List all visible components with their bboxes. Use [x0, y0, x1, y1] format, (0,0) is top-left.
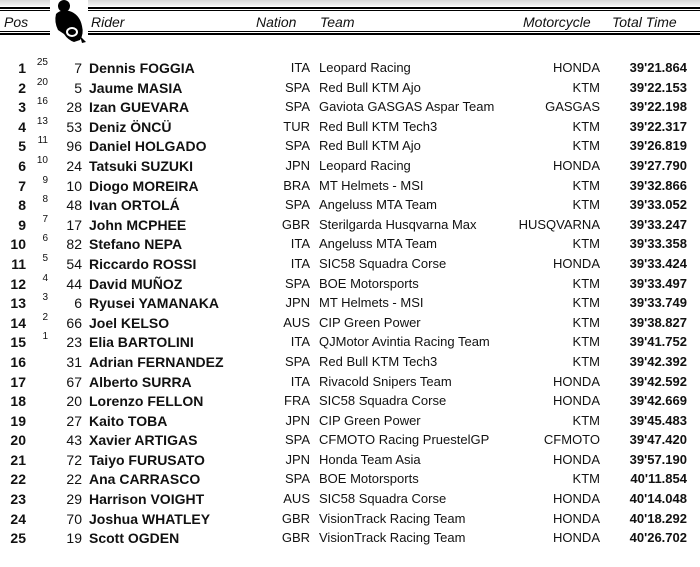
rider-name: Harrison VOIGHT	[89, 491, 205, 508]
points: 11	[37, 135, 48, 147]
total-time: 39'42.592	[629, 373, 687, 389]
rider-name: Dennis FOGGIA	[89, 60, 195, 76]
team: MT Helmets - MSI	[319, 295, 424, 311]
position: 13	[10, 295, 26, 312]
motorcycle: HUSQVARNA	[518, 216, 600, 232]
rider-number: 66	[66, 314, 82, 331]
nation: JPN	[285, 295, 310, 311]
table-row	[0, 509, 700, 529]
table-row	[0, 450, 700, 470]
table-row	[0, 215, 700, 235]
points: 5	[42, 252, 48, 264]
rider-number: 20	[66, 393, 82, 410]
total-time: 39'57.190	[629, 451, 687, 467]
motorcycle: GASGAS	[545, 99, 600, 115]
rider-name: Joshua WHATLEY	[89, 510, 211, 527]
table-row	[0, 411, 700, 431]
total-time: 39'33.424	[629, 255, 687, 271]
rider-name: Riccardo ROSSI	[89, 255, 197, 272]
rider-name: Scott OGDEN	[89, 530, 180, 547]
rider-name: Izan GUEVARA	[89, 99, 190, 116]
total-time: 39'33.497	[629, 275, 687, 291]
rider-number: 54	[66, 255, 82, 272]
total-time: 40'18.292	[629, 510, 687, 526]
rider-number: 72	[66, 451, 82, 468]
team: Angeluss MTA Team	[319, 197, 438, 213]
nation: ITA	[290, 255, 310, 271]
rider-number: 17	[66, 216, 82, 233]
table-row	[0, 136, 700, 156]
rider-number: 70	[66, 510, 82, 527]
nation: GBR	[281, 510, 310, 526]
position: 15	[10, 334, 26, 351]
table-row	[0, 313, 700, 333]
motorcycle: CFMOTO	[543, 432, 600, 448]
motorcycle: KTM	[572, 275, 600, 291]
rider-number: 22	[66, 471, 82, 488]
team: Honda Team Asia	[319, 451, 421, 467]
points: 25	[36, 57, 48, 68]
motorcycle: HONDA	[553, 373, 600, 389]
points: 6	[42, 233, 48, 245]
table-row	[0, 274, 700, 294]
rider-name: John MCPHEE	[89, 216, 187, 233]
motorcycle: KTM	[572, 353, 600, 369]
nation: SPA	[284, 99, 310, 115]
team: Leopard Racing	[319, 157, 411, 173]
rider-number: 82	[66, 236, 82, 253]
rider-name: Ana CARRASCO	[89, 471, 201, 488]
points: 20	[36, 76, 48, 88]
team: VisionTrack Racing Team	[319, 530, 466, 546]
team: Gaviota GASGAS Aspar Team	[319, 99, 495, 115]
nation: SPA	[284, 432, 310, 448]
table-row	[0, 391, 700, 411]
total-time: 39'38.827	[629, 314, 687, 330]
rider-name: Alberto SURRA	[89, 373, 192, 390]
rider-number: 43	[66, 432, 82, 449]
team: BOE Motorsports	[319, 471, 419, 487]
team: Rivacold Snipers Team	[319, 373, 452, 389]
position: 5	[18, 138, 26, 155]
header-rider: Rider	[91, 14, 125, 30]
table-row	[0, 234, 700, 254]
total-time: 39'33.358	[629, 236, 687, 252]
team: Red Bull KTM Ajo	[319, 79, 421, 95]
table-row	[0, 195, 700, 215]
rider-number: 24	[66, 157, 82, 174]
team: QJMotor Avintia Racing Team	[319, 334, 490, 350]
team: BOE Motorsports	[319, 275, 419, 291]
motorcycle: HONDA	[553, 60, 600, 75]
rider-number: 23	[66, 334, 82, 351]
rider-name: David MUÑOZ	[89, 275, 183, 292]
nation: ITA	[290, 373, 310, 389]
rider-number: 29	[66, 491, 82, 508]
header-nation: Nation	[256, 14, 297, 30]
position: 11	[11, 255, 26, 272]
nation: JPN	[285, 157, 310, 173]
total-time: 39'42.669	[629, 393, 687, 409]
motorcycle-rider-icon	[50, 0, 88, 44]
team: SIC58 Squadra Corse	[319, 491, 447, 507]
team: Red Bull KTM Tech3	[319, 353, 438, 369]
position: 10	[10, 236, 26, 253]
motorcycle: KTM	[572, 177, 600, 193]
rider-name: Ivan ORTOLÁ	[89, 197, 180, 214]
points: 2	[42, 311, 48, 323]
points: 10	[36, 154, 48, 166]
rider-number: 44	[66, 275, 82, 292]
position: 19	[10, 412, 26, 429]
rider-name: Deniz ÖNCÜ	[89, 118, 172, 135]
top-shadow-band	[0, 0, 700, 6]
team: Sterilgarda Husqvarna Max	[319, 216, 477, 232]
motorcycle: KTM	[572, 314, 600, 330]
rider-number: 27	[66, 412, 82, 429]
header-rule-bottom-thin	[0, 31, 700, 32]
motorcycle: HONDA	[553, 510, 600, 526]
rider-name: Lorenzo FELLON	[89, 393, 204, 410]
rider-number: 19	[66, 530, 82, 547]
table-row	[0, 293, 700, 313]
nation: BRA	[283, 177, 310, 193]
total-time: 39'21.864	[629, 60, 687, 75]
table-row	[0, 58, 700, 78]
position: 6	[18, 157, 26, 174]
nation: SPA	[284, 471, 310, 487]
motorcycle: HONDA	[553, 530, 600, 546]
rider-name: Kaito TOBA	[89, 412, 168, 429]
position: 9	[18, 216, 26, 233]
position: 4	[18, 118, 26, 135]
nation: FRA	[284, 393, 310, 409]
total-time: 39'27.790	[629, 157, 687, 173]
position: 8	[18, 197, 26, 214]
total-time: 39'22.198	[629, 99, 687, 115]
table-row	[0, 254, 700, 274]
motorcycle: KTM	[572, 197, 600, 213]
points: 4	[42, 272, 48, 284]
nation: GBR	[281, 530, 310, 546]
team: CFMOTO Racing PruestelGP	[319, 432, 490, 448]
table-row	[0, 352, 700, 372]
position: 12	[10, 275, 26, 292]
motorcycle: HONDA	[553, 393, 600, 409]
rider-number: 96	[66, 138, 82, 155]
table-row	[0, 97, 700, 117]
motorcycle: KTM	[572, 412, 600, 428]
team: SIC58 Squadra Corse	[319, 393, 447, 409]
rider-name: Joel KELSO	[89, 314, 170, 331]
total-time: 39'42.392	[629, 353, 687, 369]
team: CIP Green Power	[319, 314, 421, 330]
rider-name: Taiyo FURUSATO	[89, 451, 205, 468]
team: Angeluss MTA Team	[319, 236, 438, 252]
total-time: 39'33.749	[629, 295, 687, 311]
rider-name: Tatsuki SUZUKI	[89, 157, 193, 174]
motorcycle: KTM	[572, 295, 600, 311]
rider-name: Diogo MOREIRA	[89, 177, 199, 194]
header-rule-top-thin	[0, 10, 700, 11]
rider-name: Adrian FERNANDEZ	[89, 353, 224, 370]
position: 7	[18, 177, 26, 194]
table-row	[0, 430, 700, 450]
motorcycle: KTM	[572, 118, 600, 134]
results-table	[0, 58, 700, 548]
position: 18	[10, 393, 26, 410]
total-time: 39'26.819	[629, 138, 687, 154]
motorcycle: KTM	[572, 471, 600, 487]
position: 16	[10, 353, 26, 370]
points: 1	[42, 331, 48, 343]
rider-number: 5	[74, 79, 82, 96]
header-rule-top-thick	[0, 7, 700, 9]
rider-name: Ryusei YAMANAKA	[89, 295, 219, 312]
rider-number: 6	[74, 295, 82, 312]
team: MT Helmets - MSI	[319, 177, 424, 193]
motorcycle: KTM	[572, 138, 600, 154]
motorcycle: HONDA	[553, 491, 600, 507]
nation: SPA	[284, 275, 310, 291]
table-row	[0, 528, 700, 548]
nation: SPA	[284, 197, 310, 213]
points: 16	[36, 96, 48, 108]
team: Red Bull KTM Ajo	[319, 138, 421, 154]
rider-name: Xavier ARTIGAS	[89, 432, 198, 449]
table-row	[0, 156, 700, 176]
nation: GBR	[281, 216, 310, 232]
rider-number: 28	[66, 99, 82, 116]
header-pos: Pos	[4, 14, 29, 30]
position: 20	[10, 432, 26, 449]
motorcycle: HONDA	[553, 451, 600, 467]
points: 9	[42, 174, 48, 186]
position: 1	[18, 60, 26, 76]
nation: ITA	[290, 334, 310, 350]
rider-number: 48	[66, 197, 82, 214]
team: Red Bull KTM Tech3	[319, 118, 438, 134]
total-time: 39'41.752	[629, 334, 687, 350]
rider-number: 67	[66, 373, 82, 390]
rider-name: Jaume MASIA	[89, 79, 183, 96]
points: 8	[42, 194, 48, 206]
header-rule-bottom-thick	[0, 33, 700, 35]
position: 14	[10, 314, 26, 331]
team: Leopard Racing	[319, 60, 411, 75]
nation: TUR	[283, 118, 310, 134]
points: 3	[42, 292, 48, 304]
total-time: 39'32.866	[629, 177, 687, 193]
nation: AUS	[283, 314, 310, 330]
rider-name: Daniel HOLGADO	[89, 138, 207, 155]
team: SIC58 Squadra Corse	[319, 255, 447, 271]
nation: SPA	[284, 353, 310, 369]
nation: ITA	[290, 60, 310, 75]
table-row	[0, 489, 700, 509]
total-time: 39'22.153	[629, 79, 687, 95]
nation: SPA	[284, 79, 310, 95]
nation: SPA	[284, 138, 310, 154]
nation: JPN	[285, 451, 310, 467]
motorcycle: HONDA	[553, 157, 600, 173]
team: CIP Green Power	[319, 412, 421, 428]
position: 2	[18, 79, 26, 96]
motorcycle: KTM	[572, 79, 600, 95]
total-time: 39'45.483	[629, 412, 687, 428]
total-time: 39'33.052	[629, 197, 687, 213]
rider-number: 10	[66, 177, 82, 194]
motorcycle: HONDA	[553, 255, 600, 271]
rider-name: Stefano NEPA	[89, 236, 183, 253]
header-team: Team	[320, 14, 355, 30]
table-row	[0, 332, 700, 352]
position: 21	[10, 451, 26, 468]
table-header	[0, 12, 700, 31]
header-motorcycle: Motorcycle	[523, 14, 591, 30]
total-time: 40'11.854	[630, 471, 687, 487]
total-time: 40'14.048	[629, 491, 687, 507]
rider-number: 31	[66, 353, 82, 370]
position: 23	[10, 491, 26, 508]
nation: JPN	[285, 412, 310, 428]
motorcycle: KTM	[572, 236, 600, 252]
header-total-time: Total Time	[612, 14, 677, 30]
total-time: 39'22.317	[629, 118, 687, 134]
points: 7	[42, 213, 48, 225]
table-row	[0, 372, 700, 392]
table-row	[0, 117, 700, 137]
total-time: 39'47.420	[629, 432, 687, 448]
rider-name: Elia BARTOLINI	[89, 334, 194, 351]
position: 24	[10, 510, 26, 527]
nation: ITA	[290, 236, 310, 252]
nation: AUS	[283, 491, 310, 507]
rider-number: 7	[74, 60, 82, 76]
position: 25	[10, 530, 26, 547]
total-time: 39'33.247	[629, 216, 687, 232]
table-row	[0, 78, 700, 98]
rider-number: 53	[66, 118, 82, 135]
position: 17	[10, 373, 26, 390]
total-time: 40'26.702	[629, 530, 687, 546]
motorcycle: KTM	[572, 334, 600, 350]
points: 13	[36, 115, 48, 127]
position: 3	[18, 99, 26, 116]
table-row	[0, 469, 700, 489]
table-row	[0, 176, 700, 196]
team: VisionTrack Racing Team	[319, 510, 466, 526]
position: 22	[10, 471, 26, 488]
